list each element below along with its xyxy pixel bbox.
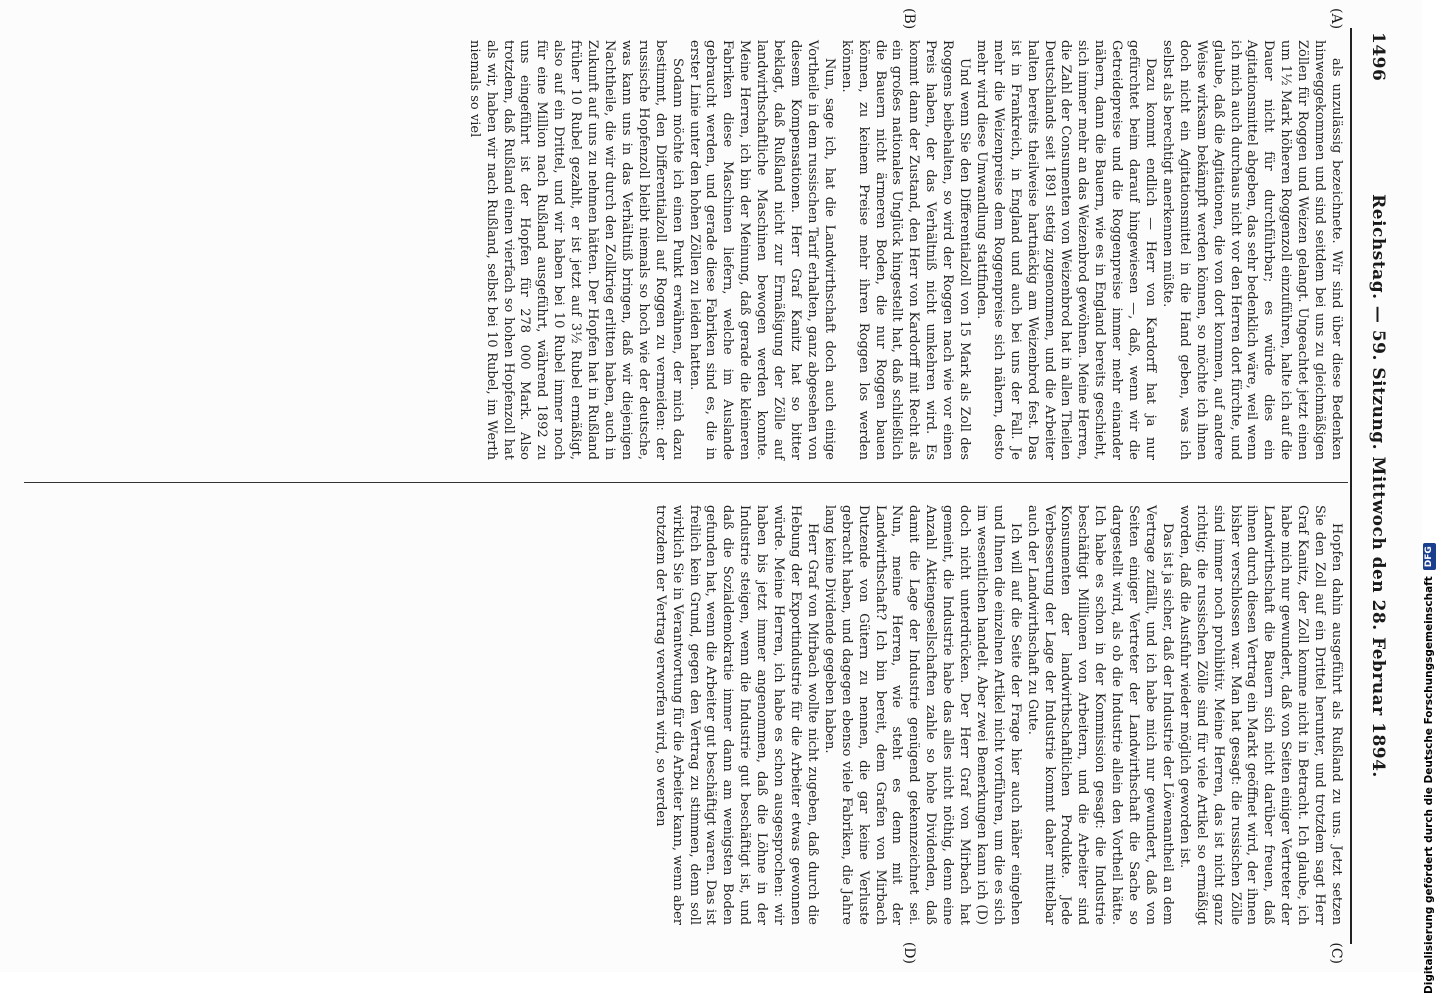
paragraph: Nun, sage ich, hat die Landwirthschaft doch auch einige Vortheile in dem russischen Tarif erhalten, ganz abgesehen von diesem Kompensationen. Herr Graf Kanitz hat so bitter beklagt, daß Rußland nicht zur Ermäßigung der Zölle auf landwirthschaftliche Maschinen bewogen werden konnte. Meine Herren, ich bin der Meinung, daß gerade die kleineren Fabriken diese Maschinen liefern, welche im Auslande gebraucht werden, und gerade diese Fabriken sind es, die in erster Linie unter den hohen Zöllen zu leiden hatten. (686, 40, 837, 460)
paragraph: Hopfen dahin ausgeführt als Rußland zu uns. Jetzt setzen Sie den Zoll auf ein Drittel herunter, und trotzdem sagt Herr Graf Kanitz, der Zoll komme nicht in Betracht. Ich glaube, ich habe mich nur gewundert, daß von Seiten einiger Vertreter der Landwirthschaft die Bauern sich nicht darüber freuen, daß ihnen durch diesen Vertrag ein Markt geöffnet wird, der ihnen bisher verschlossen war. Man hat gesagt: die russischen Zölle sind immer noch prohibitiv. Meine Herren, das ist nicht ganz richtig; die russischen Zölle sind für viele Artikel so ermäßigt worden, daß die Ausfuhr wieder möglich geworden ist. (1176, 505, 1344, 925)
page-number: 1496 (1368, 32, 1388, 82)
credit-text: Digitalisierung gefördert durch die Deutsche Forschungsgemeinschaft (1423, 576, 1435, 994)
paragraph: Und wenn Sie den Differentialzoll von 15 Mark als Zoll des Roggens beibehalten, so wird der Roggen nach wie vor einen Preis haben, der das Verhältniß nicht umkehren wird. Es kommt dann der Zustand, den Herr von Kardorff mit Recht als ein großes nationales Unglück hingestellt hat, daß schließlich die Bauern nicht ärmeren Boden, die nur Roggen bauen können, zu keinem Preise mehr ihren Roggen los werden können. (838, 40, 973, 460)
column-divider (24, 482, 1348, 483)
paragraph: Sodann möchte ich einen Punkt erwähnen, der mich dazu bestimmt, den Differentialzoll auf Roggen zu vermeiden: der russische Hopfenzoll bleibt niemals so hoch wie der deutsche, was kann uns in das Verhältniß bringen, daß wir diejenigen Nachtheile, die wir durch den Zollkrieg erlitten haben, auch in Zukunft auf uns zu nehmen hätten. Der Hopfen hat in Rußland früher 10 Rubel gezahlt, er ist jetzt auf 3½ Rubel ermäßigt, also auf ein Drittel, und wir haben bei 10 Rubel immer noch für eine Million nach Rußland ausgeführt, während 1892 zu uns eingeführt ist der Hopfen für 278 000 Mark. Also trotzdem, daß Rußland einen vierfach so hohen Hopfenzoll hat als wir, haben wir nach Rußland, selbst bei 10 Rubel, im Werth niemals so viel (466, 40, 685, 460)
paragraph: als unzulässig bezeichnete. Wir sind über diese Bedenken hinweggekommen und sind seitdem bei uns zu gleichmäßigen Zöllen für Roggen und Weizen gelangt. Ungeachtet jetzt einen um 1½ Mark höheren Roggenzoll einzuführen, halte ich auf die Dauer nicht für durchführbar; es würde dies ein Agitationsmittel abgeben, das sehr bedenklich wäre, weil wenn ich mich auch durchaus nicht vor den Herren dort fürchte, und glaube, daß die Agitationen, die von dort kommen, auf andere Weise wirksam bekämpft werden können, so möchte ich ihnen doch nicht ein Agitationsmittel in die Hand geben, was ich selbst als berechtigt anerkennen müßte. (1159, 40, 1344, 460)
text-column-left (30, 40, 1344, 460)
paragraph: Ich will auf die Seite der Frage hier auch näher eingehen und Ihnen die einzelnen Artikel nicht vorführen, um die es sich im wesentlichen handelt. Aber zwei Bemerkungen kann ich (D) doch nicht unterdrücken. Der Herr Graf von Mirbach hat gemeint, die Industrie habe das alles nicht nöthig, denn eine Anzahl Aktiengesellschaften zahle so hohe Dividenden, daß damit die Lage der Industrie genügend gekennzeichnet sei. Nun, meine Herren, wie steht es denn mit der Landwirthschaft? Ich bin bereit, dem Grafen von Mirbach Dutzende von Gütern zu nennen, die gar keine Verluste gebracht haben, und dagegen ebenso viele Fabriken, die Jahre lang keine Dividende gegeben haben. (821, 505, 1023, 925)
paragraph: Dazu kommt endlich — Herr von Kardorff hat ja nur gefürchtet beim darauf hingewiesen —, daß, wenn wir die Getreidepreise und die Roggenpreise immer mehr einander nähern, dann die Bauern, wie es in England bereits geschieht, sich immer mehr an das Weizenbrod gewöhnen. Meine Herren, die Zahl der Consumenten von Weizenbrod hat in allen Theilen Deutschlands seit 1891 stetig zugenommen, und die Arbeiter halten bereits theilweise hartnäckig am Weizenbrod fest. Das ist in Frankreich, in England und auch bei uns der Fall. Je mehr die Weizenpreise dem Roggenpreise sich nähern, desto mehr wird diese Umwandlung stattfinden. (973, 40, 1159, 460)
header-rule (1350, 28, 1352, 944)
margin-marker-b: (B) (901, 8, 917, 30)
dfg-logo-icon: DFG (1423, 543, 1436, 570)
margin-marker-c: (C) (1328, 942, 1344, 964)
funding-credit (1418, 0, 1440, 1000)
margin-marker-a: (A) (1328, 8, 1344, 30)
margin-marker-d: (D) (901, 941, 917, 964)
page-header (1354, 32, 1388, 940)
text-column-right (30, 505, 1344, 925)
paragraph: Herr Graf von Mirbach wollte nicht zugeben, daß durch die Hebung der Exportindustrie für die Arbeiter etwas gewonnen würde. Meine Herren, ich habe es schon ausgesprochen: wir haben bis jetzt immer angenommen, daß die Löhne in der Industrie steigen, wenn die Industrie gut beschäftigt ist, und daß die Sozialdemokratie immer dann am wenigsten Boden gefunden hat, wenn die Arbeiter gut beschäftigt waren. Das ist freilich kein Grund, gegen den Vertrag zu stimmen, denn soll wirklich Sie in Verantwortung für die Arbeiter kann, wenn aber trotzdem der Vertrag verworfen wird, so werden (652, 505, 820, 925)
running-title: Reichstag. — 59. Sitzung. Mittwoch den 28. Februar 1894. (1368, 194, 1388, 778)
paragraph: Das ist ja sicher, daß der Industrie der Löwenantheil an dem Vertrage zufällt, und ich habe mich nur gewundert, daß von Seiten einiger Vertreter der Landwirthschaft die Sache so dargestellt wird, als ob die Industrie allein den Vortheil hätte. Ich habe es schon in der Kommission gesagt: die Industrie beschäftigt Millionen von Arbeitern, und die Arbeiter sind Konsumenten der landwirthschaftlichen Produkte. Jede Verbesserung der Lage der Industrie kommt daher mittelbar auch der Landwirthschaft zu Gute. (1024, 505, 1175, 925)
